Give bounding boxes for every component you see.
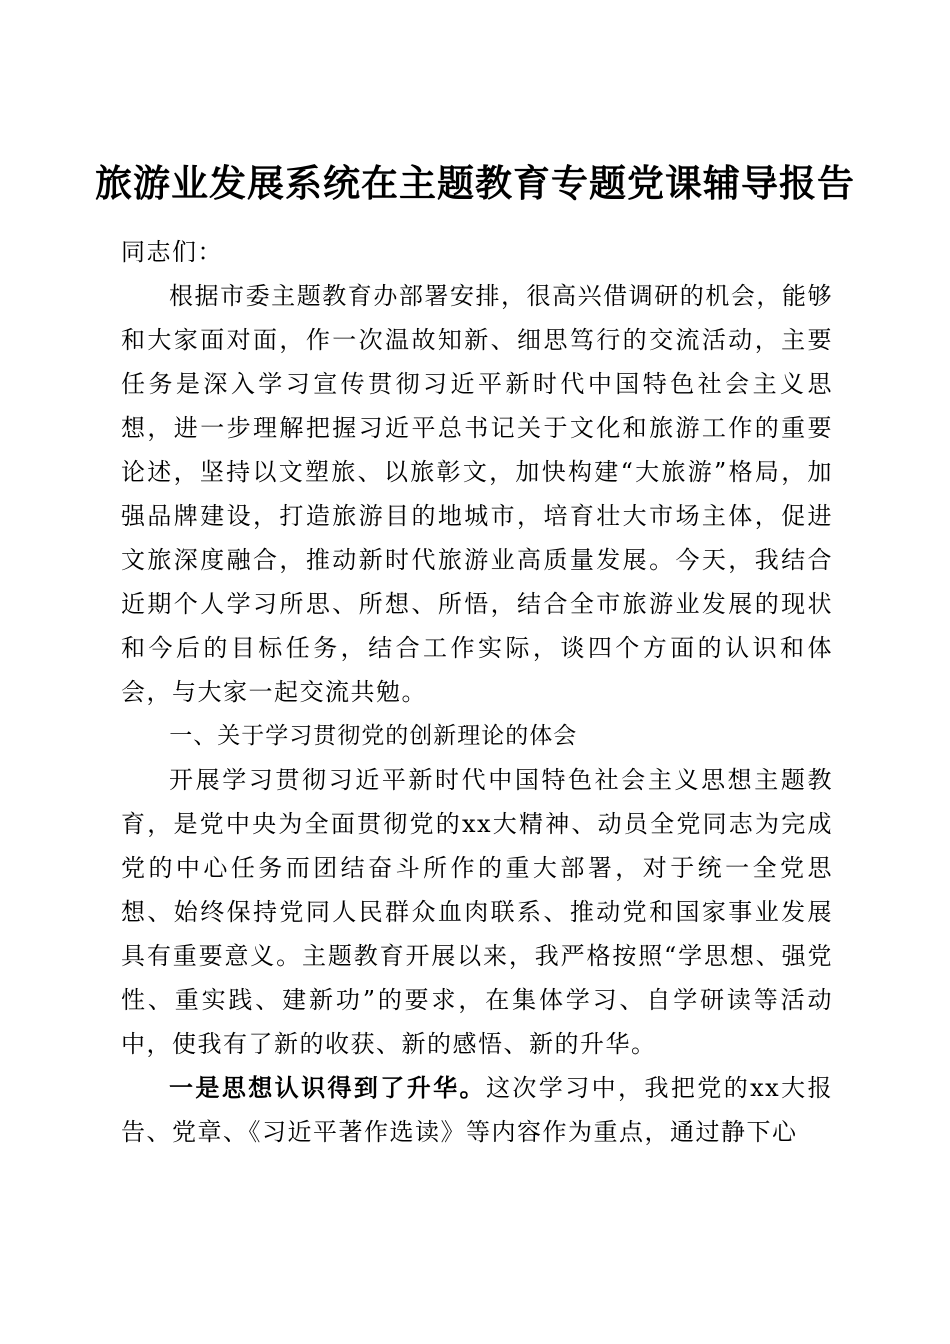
intro-paragraph: 根据市委主题教育办部署安排，很高兴借调研的机会，能够和大家面对面，作一次温故知新、细思笃行的交流活动，主要任务是深入学习宣传贯彻习近平新时代中国特色社会主义思想，进一步理解把握习近平总书记关于文化和旅游工作的重要论述，坚持以文塑旅、以旅彰文，加快构建“大旅游”格局，加强品牌建设，打造旅游目的地城市，培育壮大市场主体，促进文旅深度融合，推动新时代旅游业高质量发展。今天，我结合近期个人学习所思、所想、所悟，结合全市旅游业发展的现状和今后的目标任务，结合工作实际，谈四个方面的认识和体会，与大家一起交流共勉。 — [121, 282, 833, 706]
point-1-text: 这次学习中，我把党的xx大报告、党章、《习近平著作选读》等内容作为重点，通过静下心 — [121, 1074, 833, 1146]
document-title: 旅游业发展系统在主题教育专题党课辅导报告 — [95, 160, 855, 205]
point-1-lead: 一是思想认识得到了升华。 — [169, 1073, 486, 1102]
salutation: 同志们： — [121, 238, 223, 266]
document-body — [121, 230, 833, 1154]
point-1-paragraph — [121, 1066, 833, 1154]
section-1-paragraph: 开展学习贯彻习近平新时代中国特色社会主义思想主题教育，是党中央为全面贯彻党的xx大精神、动员全党同志为完成党的中心任务而团结奋斗所作的重大部署，对于统一全党思想、始终保持党同人民群众血肉联系、推动党和国家事业发展具有重要意义。主题教育开展以来，我严格按照“学思想、强党性、重实践、建新功”的要求，在集体学习、自学研读等活动中，使我有了新的收获、新的感悟、新的升华。 — [121, 766, 833, 1058]
section-heading-1: 一、关于学习贯彻党的创新理论的体会 — [169, 723, 578, 749]
